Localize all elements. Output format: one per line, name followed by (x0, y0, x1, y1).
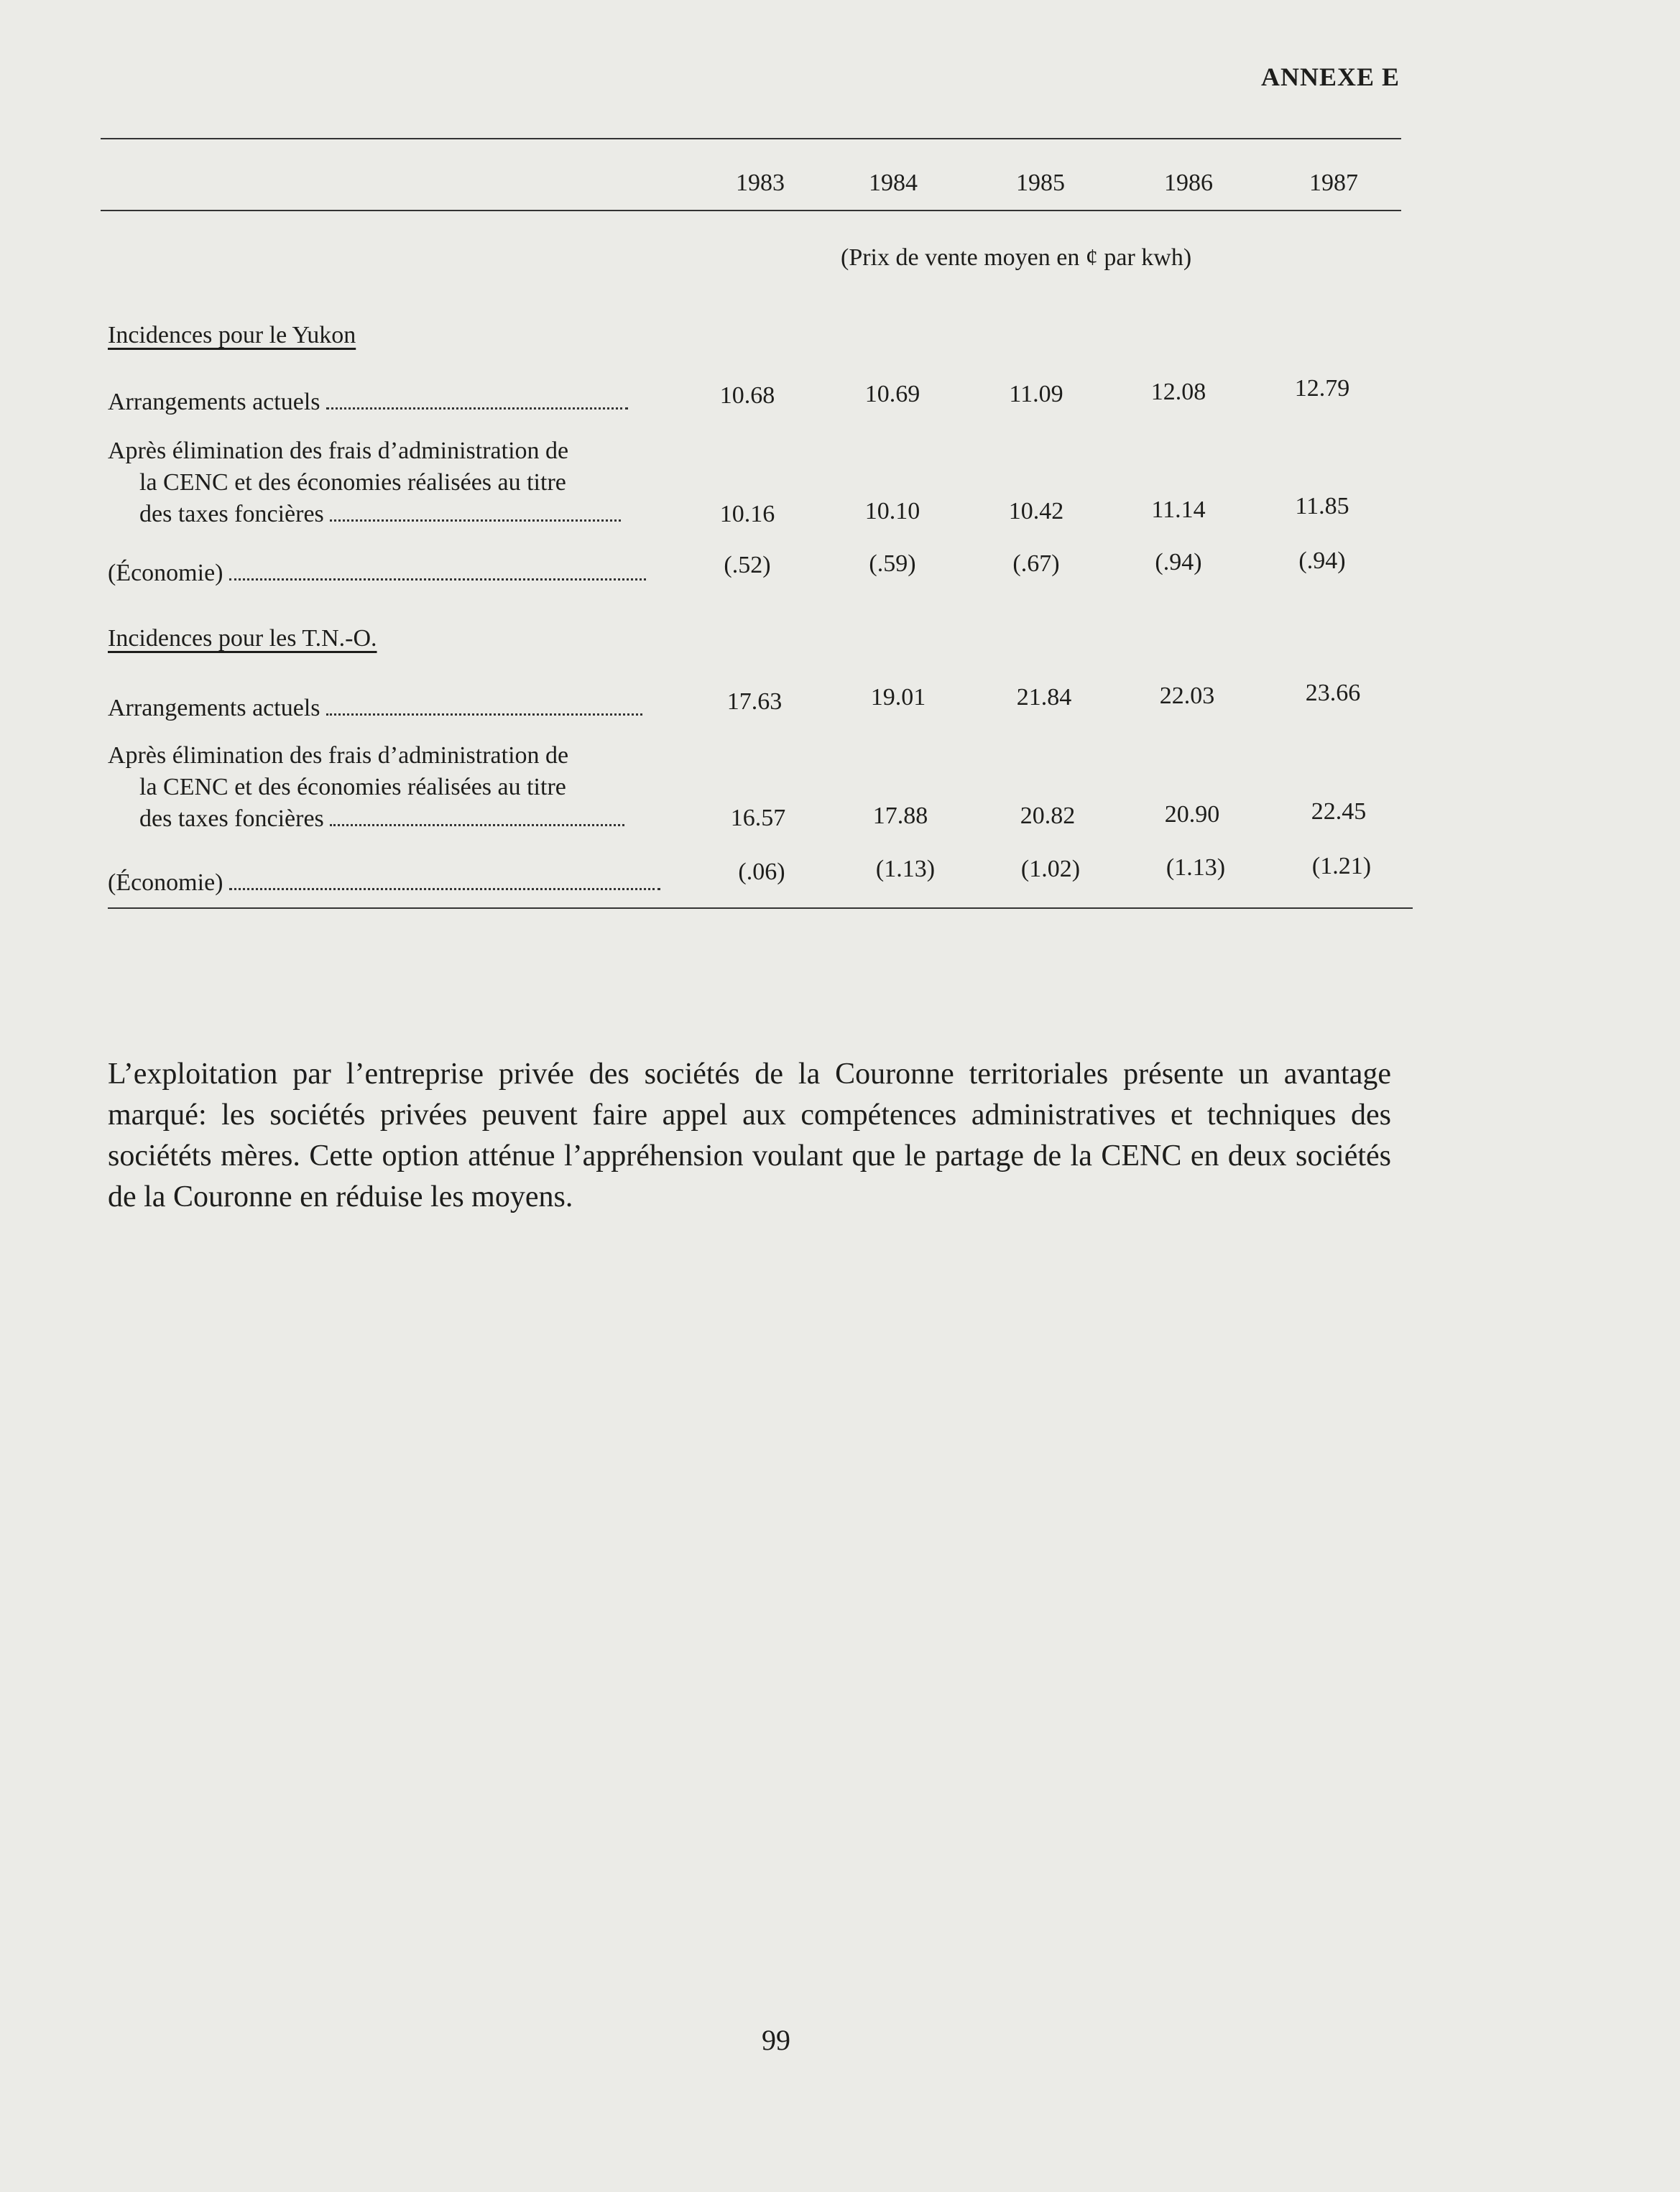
table-cell: (1.13) (1166, 854, 1226, 881)
table-cell: 11.14 (1151, 496, 1206, 523)
year-header: 1987 (1309, 170, 1358, 196)
table-cell: 10.10 (864, 498, 920, 524)
table-cell: 10.16 (719, 501, 775, 527)
table-cell: 23.66 (1305, 680, 1361, 706)
section-title-yukon: Incidences pour le Yukon (108, 322, 356, 348)
table-cell: (.59) (869, 550, 916, 577)
table-cell: 21.84 (1016, 684, 1072, 711)
table-cell: 12.79 (1294, 375, 1350, 402)
table-cell: 16.57 (730, 805, 786, 831)
table-cell: 11.09 (1009, 381, 1063, 407)
row-label: Arrangements actuels (108, 693, 642, 724)
table-cell: 19.01 (870, 684, 926, 711)
body-paragraph: L’exploitation par l’entreprise privée des sociétés de la Couronne territoriales présente un avantage marqué: les sociétés privées peuvent faire appel aux compétences administratives et techniques des sociététs mères. Cette option atténue l’appréhension voulant que le partage de la CENC en deux sociétés de la Couronne en réduise les moyens. (108, 1058, 1391, 1213)
table-bottom-rule (108, 907, 1413, 909)
section-title-tno: Incidences pour les T.N.-O. (108, 625, 377, 652)
table-cell: 22.03 (1159, 683, 1215, 709)
row-label: Après élimination des frais d’administration de la CENC et des économies réalisées au titre des taxes foncières (108, 435, 621, 530)
table-cell: 11.85 (1295, 493, 1349, 519)
table-cell: 17.88 (872, 803, 928, 829)
table-cell: 17.63 (726, 688, 783, 715)
table-cell: (.06) (738, 859, 785, 885)
table-cell: (.94) (1155, 549, 1202, 575)
table-cell: 10.68 (719, 382, 775, 409)
table-header-rule (101, 210, 1401, 211)
row-label: (Économie) (108, 867, 660, 899)
page-number: 99 (762, 2024, 790, 2056)
table-cell: (.94) (1298, 547, 1346, 574)
table-cell: (1.13) (875, 856, 936, 882)
row-label: Après élimination des frais d’administration de la CENC et des économies réalisées au titre des taxes foncières (108, 740, 624, 835)
table-cell: 20.90 (1164, 801, 1220, 828)
table-top-rule (101, 138, 1401, 139)
year-header: 1983 (736, 170, 785, 196)
table-cell: 22.45 (1311, 798, 1367, 825)
table-cell: (1.21) (1311, 853, 1372, 879)
table-cell: 10.69 (864, 381, 920, 407)
row-label: Arrangements actuels (108, 387, 628, 418)
annex-heading: ANNEXE E (1260, 63, 1400, 91)
year-header: 1984 (869, 170, 918, 196)
year-header: 1985 (1016, 170, 1065, 196)
table-cell: (.67) (1012, 550, 1060, 577)
table-cell: (.52) (724, 552, 771, 578)
row-label: (Économie) (108, 558, 646, 589)
year-header: 1986 (1164, 170, 1213, 196)
table-cell: 20.82 (1020, 803, 1076, 829)
table-cell: (1.02) (1020, 856, 1081, 882)
table-cell: 12.08 (1150, 379, 1206, 405)
unit-label: (Prix de vente moyen en ¢ par kwh) (841, 244, 1192, 271)
table-cell: 10.42 (1008, 498, 1064, 524)
